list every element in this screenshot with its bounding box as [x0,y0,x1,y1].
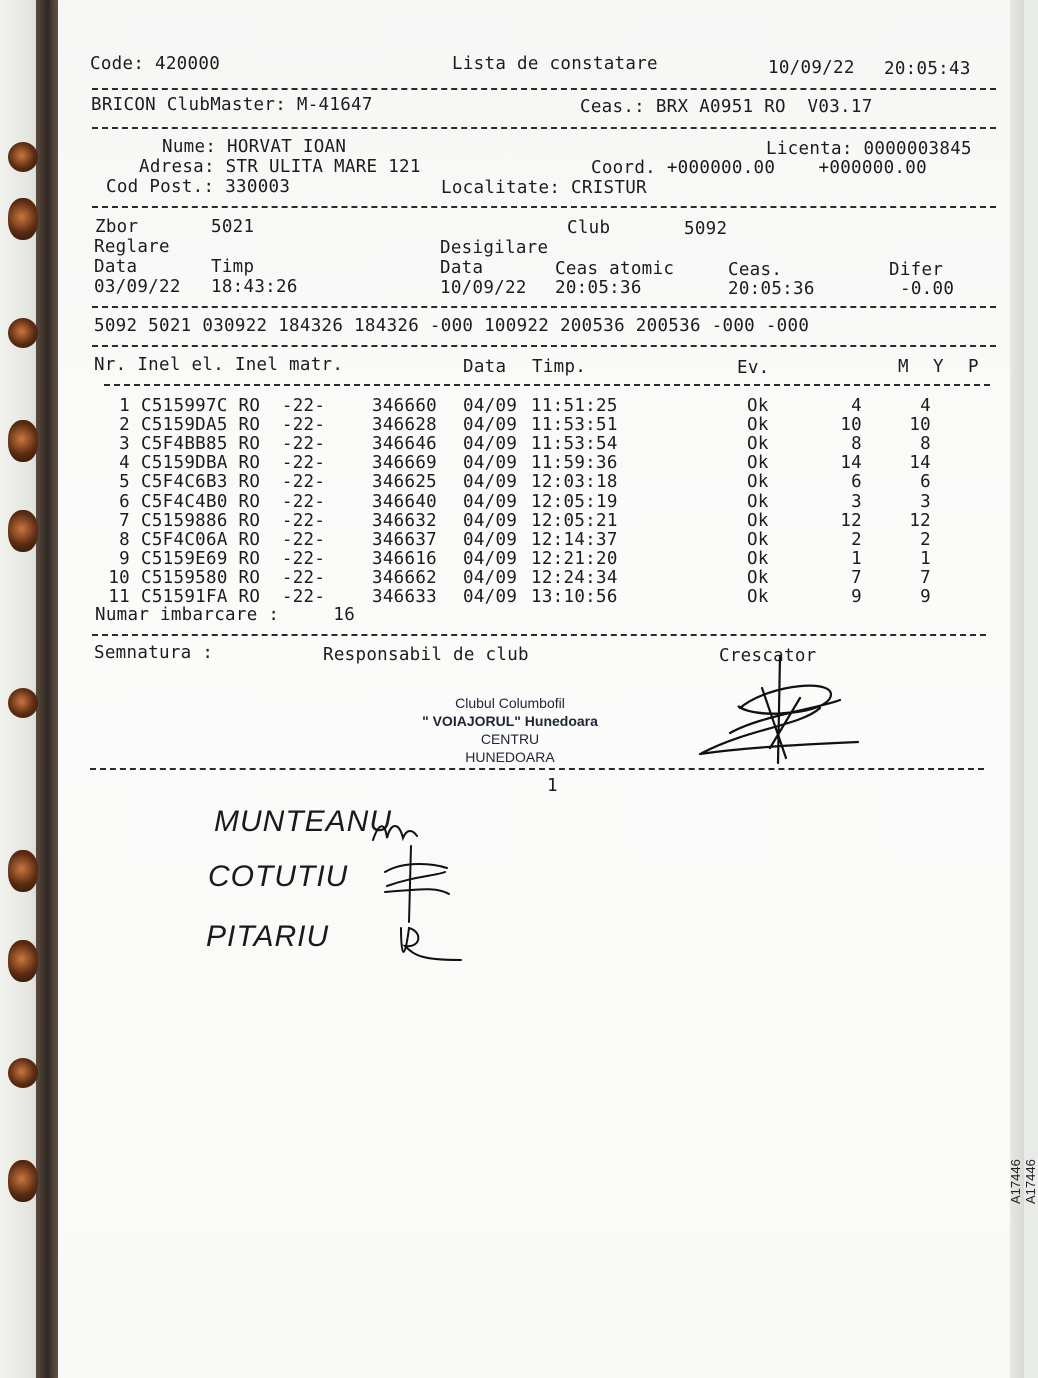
punch-hole [8,940,38,982]
cell-time: 12:05:19 [531,491,618,512]
table-header-ev: Ev. [737,358,770,378]
cell-m: 7 [851,567,862,588]
divider [92,345,996,347]
stamp-line: " VOIAJORUL" Hunedoara [422,713,598,729]
cell-y: 14 [909,453,931,474]
cell-y: 8 [920,434,931,455]
cell-nr: 6 [119,491,130,512]
cell-date: 04/09 [463,510,518,531]
punch-hole [8,688,38,718]
cell-ev: Ok [747,396,769,416]
cell-time: 11:53:51 [531,415,618,436]
club-stamp [410,694,610,766]
cell-m: 6 [851,472,862,493]
cell-y: 7 [920,567,931,588]
cell-ring: C51591FA RO -22- [141,587,326,607]
cell-y: 12 [909,510,931,531]
divider [92,127,996,129]
handwritten-name: PITARIU [206,920,330,953]
punch-hole [8,1160,38,1202]
cell-matr: 346625 [372,472,438,493]
cell-nr: 2 [119,415,130,436]
cell-ev: Ok [747,491,769,512]
col-data: Data [440,258,484,278]
cell-ev: Ok [747,548,769,569]
cell-nr: 8 [119,529,130,550]
reglare-label: Reglare [94,237,170,257]
divider [104,384,990,386]
col-ceas: Ceas. [728,260,783,280]
cell-m: 4 [851,396,862,416]
cell-ring: C5159886 RO -22- [141,510,326,531]
breeder-signature [690,648,870,773]
flight-number: 5021 [211,217,255,237]
punch-hole [8,420,38,462]
col-data: Data [94,257,138,277]
cell-time: 12:24:34 [531,567,618,588]
cell-date: 04/09 [463,415,518,436]
stamp-line: CENTRU [480,731,540,747]
cell-y: 10 [909,415,931,436]
stamp-line: HUNEDOARA [465,749,555,765]
cell-date: 04/09 [463,587,518,607]
cell-ring: C5159DA5 RO -22- [141,415,326,436]
doc-code: Code: 420000 [90,54,221,74]
cell-matr: 346662 [372,567,438,588]
handwritten-name: COTUTIU [208,860,349,893]
cell-matr: 346632 [372,510,438,531]
page-number: 1 [547,776,558,796]
desigilare-label: Desigilare [440,238,549,258]
cell-m: 14 [840,453,862,474]
club-number: 5092 [684,219,728,239]
cell-y: 4 [920,396,931,416]
handwritten-name: MUNTEANU [214,805,392,838]
cell-ev: Ok [747,434,769,455]
cell-ring: C5159580 RO -22- [141,567,326,588]
cell-date: 04/09 [463,472,518,493]
cell-matr: 346640 [372,491,438,512]
cell-date: 04/09 [463,567,518,588]
owner-license: Licenta: 0000003845 [766,139,972,159]
punch-hole [8,142,38,172]
clock-time: 20:05:36 [728,279,815,299]
cell-nr: 10 [108,567,130,588]
cell-nr: 9 [119,548,130,569]
cell-ev: Ok [747,587,769,607]
table-header-ring: Nr. Inel el. Inel matr. [94,355,344,375]
cell-nr: 1 [119,396,130,416]
stamp-line: Clubul Columbofil [455,695,565,711]
reglare-time: 18:43:26 [211,277,298,297]
cell-nr: 5 [119,472,130,493]
table-header-p: P [968,357,979,377]
breeder-label: Crescator [719,646,817,666]
divider [92,88,996,90]
cell-y: 1 [920,548,931,569]
doc-title: Lista de constatare [452,54,658,74]
cell-matr: 346646 [372,434,438,455]
table-header-time: Timp. [532,357,587,377]
cell-nr: 11 [108,587,130,607]
cell-date: 04/09 [463,491,518,512]
divider [92,306,996,308]
boarding-count: Numar imbarcare : 16 [95,605,356,625]
cell-ev: Ok [747,415,769,436]
club-responsible-label: Responsabil de club [323,645,529,665]
cell-time: 12:14:37 [531,529,618,550]
owner-postal: Cod Post.: 330003 [106,177,291,197]
cell-ring: C5F4BB85 RO -22- [141,434,326,455]
cell-y: 3 [920,491,931,512]
cell-date: 04/09 [463,396,518,416]
reglare-date: 03/09/22 [94,277,181,297]
table-header-m: M [898,357,909,377]
cell-m: 1 [851,548,862,569]
punch-hole [8,198,38,240]
cell-ring: C515997C RO -22- [141,396,326,416]
signature-label: Semnatura : [94,643,214,663]
cell-nr: 7 [119,510,130,531]
cell-matr: 346628 [372,415,438,436]
divider [92,634,986,636]
cell-ev: Ok [747,529,769,550]
cell-ring: C5F4C4B0 RO -22- [141,491,326,512]
owner-address: Adresa: STR ULITA MARE 121 [139,157,421,177]
cell-y: 2 [920,529,931,550]
cell-date: 04/09 [463,529,518,550]
cell-time: 12:03:18 [531,472,618,493]
clock-id: Ceas.: BRX A0951 RO V03.17 [580,97,873,117]
club-label: Club [567,218,611,238]
cell-ring: C5159DBA RO -22- [141,453,326,474]
cell-m: 3 [851,491,862,512]
doc-date: 10/09/22 [768,58,855,78]
side-code: A17446 A17446 [1008,1159,1038,1204]
cell-ring: C5F4C6B3 RO -22- [141,472,326,493]
col-timp: Timp [211,257,255,277]
cell-time: 11:59:36 [531,453,618,474]
punch-hole [8,510,38,552]
cell-ev: Ok [747,472,769,493]
cell-ev: Ok [747,510,769,531]
cell-date: 04/09 [463,453,518,474]
doc-time: 20:05:43 [884,59,971,79]
cell-matr: 346633 [372,587,438,607]
punch-hole [8,850,38,892]
owner-name: Nume: HORVAT IOAN [162,137,347,157]
cell-time: 13:10:56 [531,587,618,607]
owner-locality: Localitate: CRISTUR [441,178,647,198]
cell-date: 04/09 [463,548,518,569]
summary-line: 5092 5021 030922 184326 184326 -000 100922 200536 200536 -000 -000 [94,316,810,336]
cell-time: 12:05:21 [531,510,618,531]
handwritten-signatures [365,810,475,980]
flight-label: Zbor [95,217,139,237]
cell-date: 04/09 [463,434,518,455]
cell-nr: 3 [119,434,130,455]
col-difer: Difer [889,260,944,280]
clock-difference: -0.00 [900,279,955,299]
cell-y: 9 [920,587,931,607]
owner-coord: Coord. +000000.00 +000000.00 [591,158,927,178]
cell-ev: Ok [747,567,769,588]
cell-ring: C5F4C06A RO -22- [141,529,326,550]
cell-time: 11:53:54 [531,434,618,455]
divider [90,768,984,770]
cell-y: 6 [920,472,931,493]
cell-time: 11:51:25 [531,396,618,416]
cell-matr: 346660 [372,396,438,416]
system-id: BRICON ClubMaster: M-41647 [91,95,373,115]
punch-hole [8,1058,38,1088]
cell-time: 12:21:20 [531,548,618,569]
cell-nr: 4 [119,453,130,474]
table-header-y: Y [933,357,944,377]
cell-m: 10 [840,415,862,436]
cell-ring: C5159E69 RO -22- [141,548,326,569]
cell-matr: 346637 [372,529,438,550]
divider [92,206,996,208]
cell-m: 8 [851,434,862,455]
cell-matr: 346669 [372,453,438,474]
desigilare-date: 10/09/22 [440,278,527,298]
cell-m: 9 [851,587,862,607]
cell-ev: Ok [747,453,769,474]
cell-m: 2 [851,529,862,550]
punch-hole [8,318,38,348]
cell-matr: 346616 [372,548,438,569]
cell-m: 12 [840,510,862,531]
col-ceas-atomic: Ceas atomic [555,259,675,279]
atomic-clock-time: 20:05:36 [555,278,642,298]
table-header-date: Data [463,357,507,377]
